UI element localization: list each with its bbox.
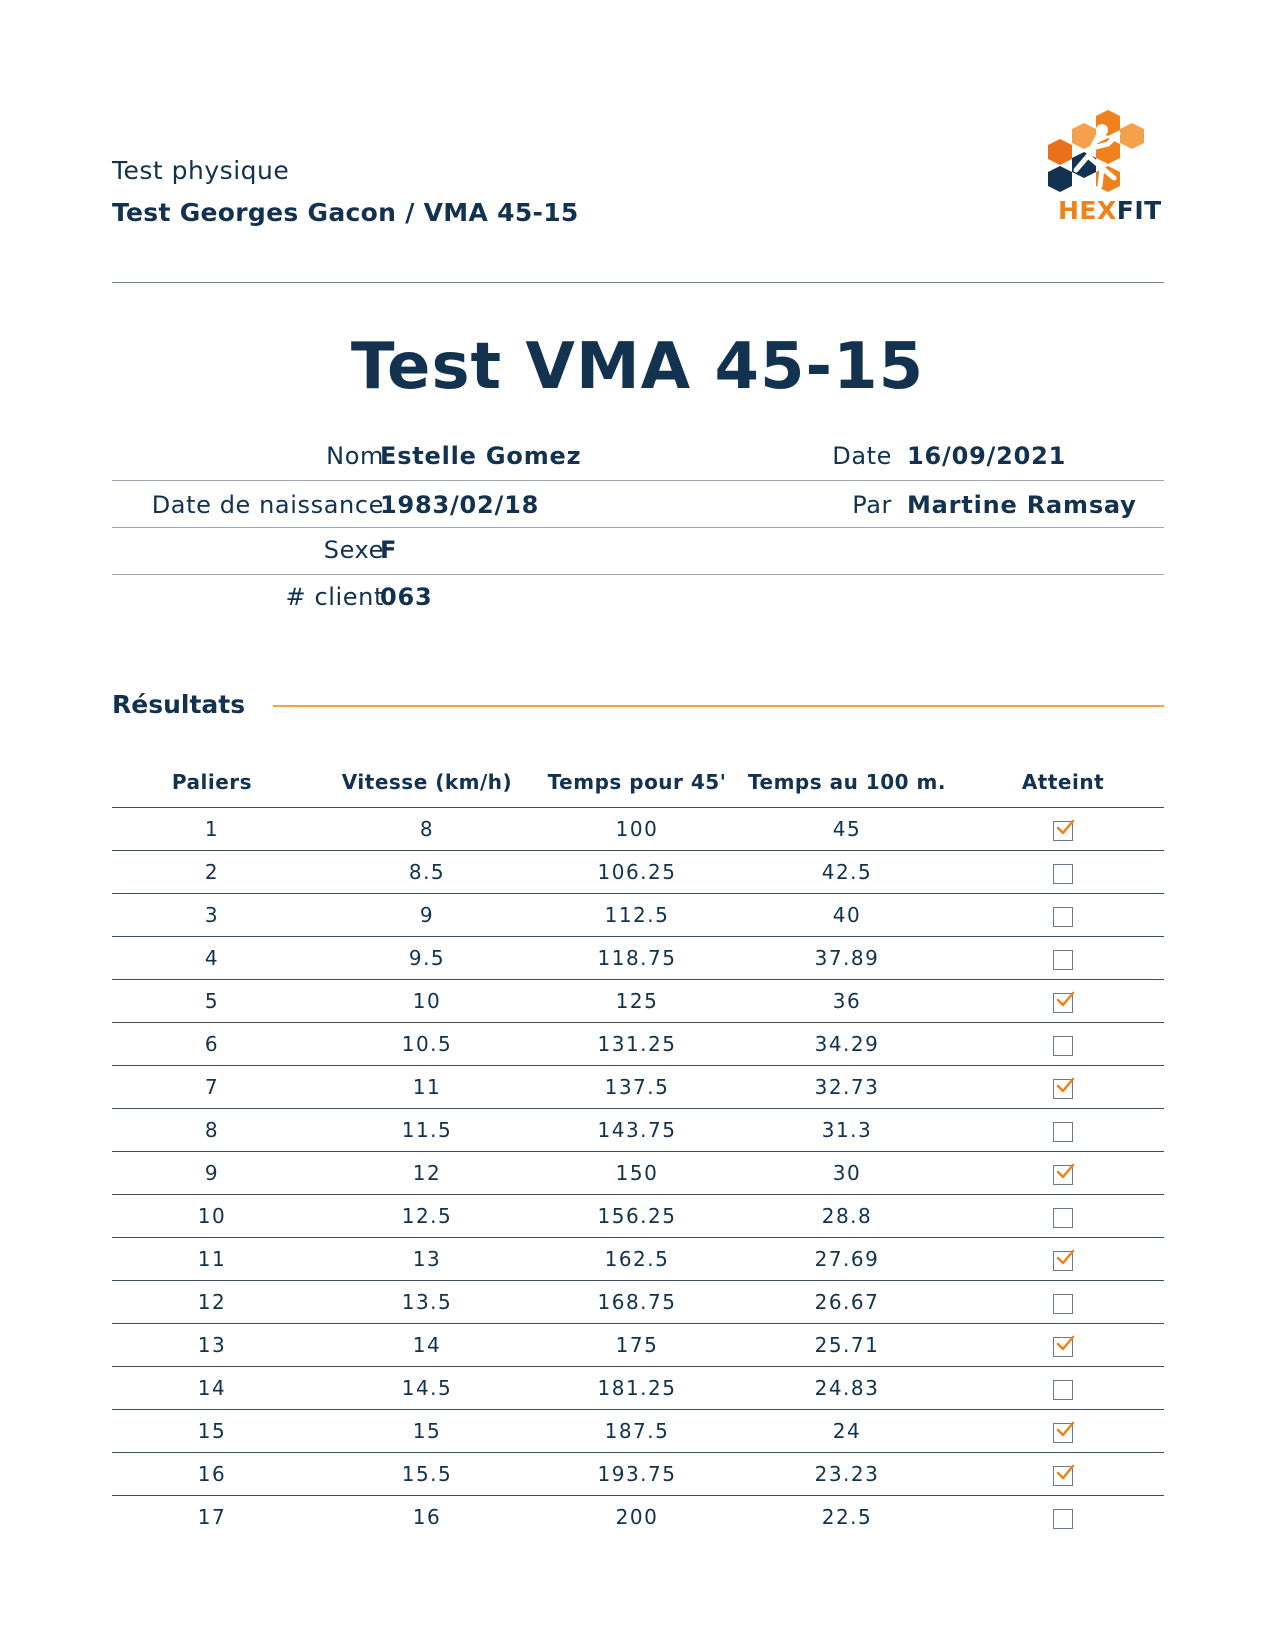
time-100m-cell: 37.89 [814, 946, 880, 970]
reached-checkbox[interactable] [1053, 1423, 1073, 1443]
table-row [112, 1023, 1164, 1066]
column-header: Vitesse (km/h) [341, 770, 513, 794]
reached-checkbox[interactable] [1053, 950, 1073, 970]
reached-checkbox[interactable] [1053, 1380, 1073, 1400]
table-row [112, 808, 1164, 851]
palier-cell: 1 [204, 817, 220, 841]
speed-cell: 13 [412, 1247, 442, 1271]
table-row [112, 1496, 1164, 1538]
info-row-sex [112, 528, 1164, 575]
palier-cell: 2 [204, 860, 220, 884]
reached-cell [962, 1419, 1164, 1443]
palier-cell: 5 [204, 989, 220, 1013]
checkmark-icon [1055, 1162, 1075, 1182]
palier-cell: 9 [204, 1161, 220, 1185]
time-45-cell: 150 [615, 1161, 659, 1185]
time-100m-cell: 34.29 [814, 1032, 880, 1056]
reached-checkbox[interactable] [1053, 1294, 1073, 1314]
date-value: 16/09/2021 [907, 442, 1067, 470]
reached-checkbox[interactable] [1053, 1208, 1073, 1228]
birth-label: Date de naissance [151, 491, 384, 519]
table-row [112, 1410, 1164, 1453]
reached-checkbox[interactable] [1053, 907, 1073, 927]
reached-cell [962, 989, 1164, 1013]
time-45-cell: 193.75 [597, 1462, 677, 1486]
time-45-cell: 200 [615, 1505, 659, 1529]
palier-cell: 17 [197, 1505, 227, 1529]
time-45-cell: 106.25 [597, 860, 677, 884]
time-45-cell: 100 [615, 817, 659, 841]
results-table [112, 762, 1164, 1538]
time-45-cell: 187.5 [604, 1419, 670, 1443]
time-100m-cell: 36 [832, 989, 862, 1013]
table-row [112, 1238, 1164, 1281]
time-45-cell: 131.25 [597, 1032, 677, 1056]
time-100m-cell: 24.83 [814, 1376, 880, 1400]
client-value: 063 [380, 583, 433, 611]
palier-cell: 15 [197, 1419, 227, 1443]
time-100m-cell: 23.23 [814, 1462, 880, 1486]
table-row [112, 1281, 1164, 1324]
palier-cell: 10 [197, 1204, 227, 1228]
info-row-birth [112, 481, 1164, 528]
speed-cell: 15.5 [401, 1462, 453, 1486]
page-title: Test VMA 45-15 [350, 330, 925, 404]
reached-checkbox[interactable] [1053, 993, 1073, 1013]
time-100m-cell: 45 [832, 817, 862, 841]
table-row [112, 1367, 1164, 1410]
reached-checkbox[interactable] [1053, 864, 1073, 884]
speed-cell: 9 [419, 903, 435, 927]
reached-cell [962, 903, 1164, 927]
document-kicker: Test physique [112, 156, 290, 185]
reached-cell [962, 1032, 1164, 1056]
birth-value: 1983/02/18 [380, 491, 540, 519]
speed-cell: 13.5 [401, 1290, 453, 1314]
speed-cell: 11 [412, 1075, 442, 1099]
speed-cell: 11.5 [401, 1118, 453, 1142]
checkmark-icon [1055, 1420, 1075, 1440]
column-header: Temps pour 45' [547, 770, 727, 794]
logo-wordmark: HEXFIT [1058, 196, 1162, 225]
reached-checkbox[interactable] [1053, 1079, 1073, 1099]
table-row [112, 1453, 1164, 1496]
reached-cell [962, 860, 1164, 884]
reached-cell [962, 817, 1164, 841]
reached-cell [962, 1376, 1164, 1400]
sex-label: Sexe [323, 536, 384, 564]
time-100m-cell: 27.69 [814, 1247, 880, 1271]
reached-cell [962, 1462, 1164, 1486]
time-100m-cell: 26.67 [814, 1290, 880, 1314]
reached-checkbox[interactable] [1053, 1466, 1073, 1486]
speed-cell: 9.5 [408, 946, 446, 970]
table-row [112, 1152, 1164, 1195]
time-100m-cell: 30 [832, 1161, 862, 1185]
table-row [112, 980, 1164, 1023]
document-subtitle: Test Georges Gacon / VMA 45-15 [112, 198, 579, 227]
time-45-cell: 137.5 [604, 1075, 670, 1099]
reached-checkbox[interactable] [1053, 1337, 1073, 1357]
header-divider [112, 282, 1164, 283]
by-label: Par [852, 491, 892, 519]
speed-cell: 8.5 [408, 860, 446, 884]
table-row [112, 894, 1164, 937]
info-row-name [112, 434, 1164, 481]
time-100m-cell: 24 [832, 1419, 862, 1443]
reached-checkbox[interactable] [1053, 821, 1073, 841]
palier-cell: 16 [197, 1462, 227, 1486]
by-value: Martine Ramsay [907, 491, 1137, 519]
date-label: Date [832, 442, 892, 470]
reached-checkbox[interactable] [1053, 1251, 1073, 1271]
time-100m-cell: 28.8 [821, 1204, 873, 1228]
table-row [112, 851, 1164, 894]
speed-cell: 8 [419, 817, 435, 841]
reached-cell [962, 1290, 1164, 1314]
time-45-cell: 162.5 [604, 1247, 670, 1271]
time-100m-cell: 31.3 [821, 1118, 873, 1142]
palier-cell: 3 [204, 903, 220, 927]
speed-cell: 15 [412, 1419, 442, 1443]
speed-cell: 12.5 [401, 1204, 453, 1228]
results-divider [273, 705, 1164, 707]
column-header: Paliers [171, 770, 253, 794]
client-label: # client [285, 583, 384, 611]
speed-cell: 14 [412, 1333, 442, 1357]
time-45-cell: 156.25 [597, 1204, 677, 1228]
sex-value: F [380, 536, 398, 564]
info-row-client [112, 575, 1164, 621]
time-100m-cell: 22.5 [821, 1505, 873, 1529]
palier-cell: 8 [204, 1118, 220, 1142]
palier-cell: 4 [204, 946, 220, 970]
checkmark-icon [1055, 1334, 1075, 1354]
reached-cell [962, 1333, 1164, 1357]
table-row [112, 1324, 1164, 1367]
palier-cell: 12 [197, 1290, 227, 1314]
reached-checkbox[interactable] [1053, 1036, 1073, 1056]
speed-cell: 16 [412, 1505, 442, 1529]
table-row [112, 1195, 1164, 1238]
palier-cell: 11 [197, 1247, 227, 1271]
palier-cell: 14 [197, 1376, 227, 1400]
time-100m-cell: 25.71 [814, 1333, 880, 1357]
reached-cell [962, 1075, 1164, 1099]
table-row [112, 937, 1164, 980]
table-body [112, 808, 1164, 1538]
reached-cell [962, 1204, 1164, 1228]
palier-cell: 7 [204, 1075, 220, 1099]
table-row [112, 1109, 1164, 1152]
checkmark-icon [1055, 1463, 1075, 1483]
time-100m-cell: 32.73 [814, 1075, 880, 1099]
time-45-cell: 168.75 [597, 1290, 677, 1314]
table-row [112, 1066, 1164, 1109]
speed-cell: 14.5 [401, 1376, 453, 1400]
table-header-row [112, 762, 1164, 808]
time-100m-cell: 40 [832, 903, 862, 927]
time-45-cell: 175 [615, 1333, 659, 1357]
results-heading: Résultats [112, 690, 246, 719]
palier-cell: 13 [197, 1333, 227, 1357]
checkmark-icon [1055, 818, 1075, 838]
time-45-cell: 112.5 [604, 903, 670, 927]
reached-checkbox[interactable] [1053, 1122, 1073, 1142]
reached-checkbox[interactable] [1053, 1165, 1073, 1185]
speed-cell: 10 [412, 989, 442, 1013]
time-100m-cell: 42.5 [821, 860, 873, 884]
checkmark-icon [1055, 990, 1075, 1010]
column-header: Temps au 100 m. [748, 770, 946, 794]
checkmark-icon [1055, 1248, 1075, 1268]
speed-cell: 12 [412, 1161, 442, 1185]
checkmark-icon [1055, 1076, 1075, 1096]
time-45-cell: 143.75 [597, 1118, 677, 1142]
time-45-cell: 118.75 [597, 946, 677, 970]
palier-cell: 6 [204, 1032, 220, 1056]
time-45-cell: 125 [615, 989, 659, 1013]
time-45-cell: 181.25 [597, 1376, 677, 1400]
name-value: Estelle Gomez [380, 442, 582, 470]
reached-checkbox[interactable] [1053, 1509, 1073, 1529]
reached-cell [962, 946, 1164, 970]
speed-cell: 10.5 [401, 1032, 453, 1056]
reached-cell [962, 1247, 1164, 1271]
reached-cell [962, 1505, 1164, 1529]
reached-cell [962, 1118, 1164, 1142]
reached-cell [962, 1161, 1164, 1185]
column-header: Atteint [1021, 770, 1105, 794]
name-label: Nom [326, 442, 384, 470]
